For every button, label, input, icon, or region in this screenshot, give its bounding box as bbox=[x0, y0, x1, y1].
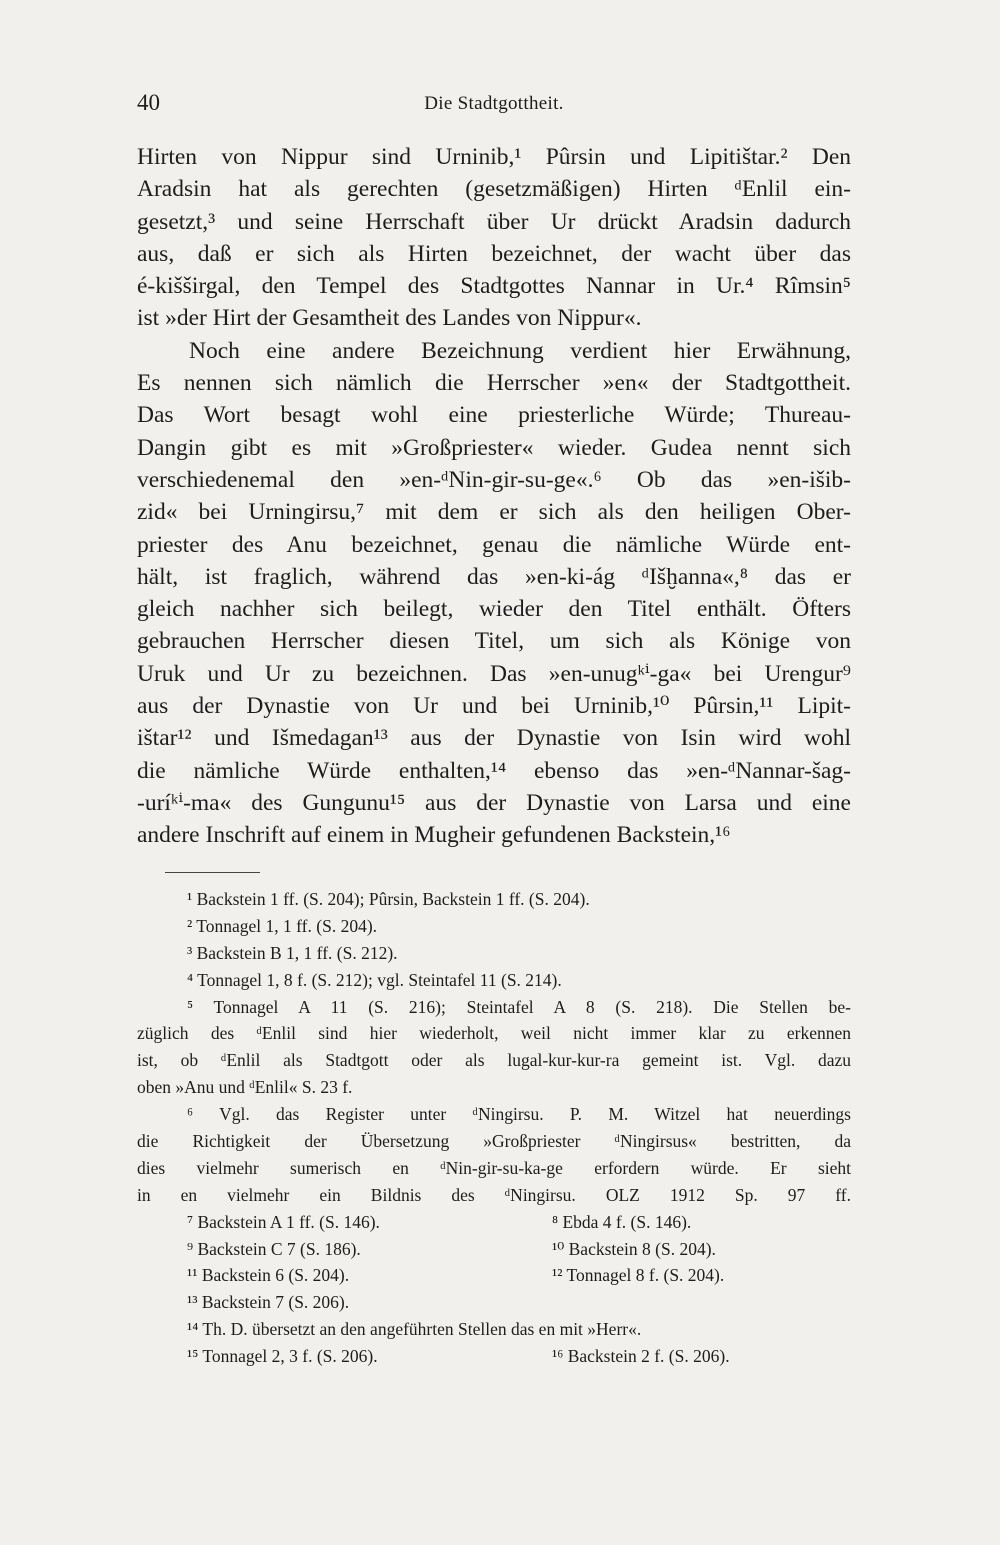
body-line: Das Wort besagt wohl eine priesterliche Würde; Thureau- bbox=[137, 402, 851, 429]
body-line: Aradsin hat als gerechten (gesetzmäßigen) Hirten ᵈEnlil ein- bbox=[137, 176, 851, 203]
footnote-left: ⁷ Backstein A 1 ff. (S. 146). bbox=[187, 1211, 380, 1232]
body-line: ištar¹² und Išmedagan¹³ aus der Dynastie von Isin wird wohl bbox=[137, 725, 851, 752]
footnote-left: ¹⁵ Tonnagel 2, 3 f. (S. 206). bbox=[187, 1346, 378, 1367]
footnotes bbox=[137, 886, 851, 1370]
footnote-row bbox=[137, 1236, 851, 1263]
footnote-right: ¹⁰ Backstein 8 (S. 204). bbox=[552, 1238, 716, 1259]
footnote-left: ⁹ Backstein C 7 (S. 186). bbox=[187, 1238, 361, 1259]
page-header bbox=[137, 90, 851, 120]
footnote-line: ⁴ Tonnagel 1, 8 f. (S. 212); vgl. Steintafel 11 (S. 214). bbox=[187, 969, 562, 990]
footnote-line: ² Tonnagel 1, 1 ff. (S. 204). bbox=[187, 915, 378, 936]
body-line: aus der Dynastie von Ur und bei Urninib,¹⁰ Pûrsin,¹¹ Lipit- bbox=[137, 693, 851, 720]
footnote-line: ist, ob ᵈEnlil als Stadtgott oder als lugal-kur-kur-ra gemeint ist. Vgl. dazu bbox=[137, 1050, 851, 1071]
body-line: die nämliche Würde enthalten,¹⁴ ebenso das »en-ᵈNannar-šag- bbox=[137, 757, 851, 784]
body-line: zid« bei Urningirsu,⁷ mit dem er sich als den heiligen Ober- bbox=[137, 499, 851, 526]
footnote-line: die Richtigkeit der Übersetzung »Großpriester ᵈNingirsus« bestritten, da bbox=[137, 1131, 851, 1152]
body-line: Noch eine andere Bezeichnung verdient hier Erwähnung, bbox=[189, 337, 851, 364]
body-line: gesetzt,³ und seine Herrschaft über Ur drückt Aradsin dadurch bbox=[137, 208, 851, 235]
footnote-row bbox=[137, 1289, 851, 1316]
body-line: -uríᵏⁱ-ma« des Gungunu¹⁵ aus der Dynastie von Larsa und eine bbox=[137, 789, 851, 816]
body-line: Es nennen sich nämlich die Herrscher »en« der Stadtgottheit. bbox=[137, 370, 851, 397]
footnote-row bbox=[137, 1316, 851, 1343]
body-line: priester des Anu bezeichnet, genau die nämliche Würde ent- bbox=[137, 531, 851, 558]
footnote-row bbox=[137, 1262, 851, 1289]
footnote-line: ¹ Backstein 1 ff. (S. 204); Pûrsin, Backstein 1 ff. (S. 204). bbox=[187, 889, 590, 909]
footnote-rule bbox=[165, 872, 260, 873]
body-line: verschiedenemal den »en-ᵈNin-gir-su-ge«.⁶ Ob das »en-išib- bbox=[137, 466, 851, 493]
footnote-line: ⁶ Vgl. das Register unter ᵈNingirsu. P. M. Witzel hat neuerdings bbox=[187, 1104, 851, 1125]
footnote-line: in en vielmehr ein Bildnis des ᵈNingirsu. OLZ 1912 Sp. 97 ff. bbox=[137, 1184, 851, 1205]
footnote-line: dies vielmehr sumerisch en ᵈNin-gir-su-ka-ge erfordern würde. Er sieht bbox=[137, 1157, 851, 1178]
footnote-row bbox=[137, 1209, 851, 1236]
footnote-right: ¹⁶ Backstein 2 f. (S. 206). bbox=[552, 1346, 730, 1367]
body-line: gebrauchen Herrscher diesen Titel, um sich als Könige von bbox=[137, 628, 851, 655]
footnote-left: ¹³ Backstein 7 (S. 206). bbox=[187, 1292, 350, 1313]
body-line: gleich nachher sich beilegt, wieder den Titel enthält. Öfters bbox=[137, 596, 851, 623]
footnote-left: ¹¹ Backstein 6 (S. 204). bbox=[187, 1265, 350, 1286]
footnote-line: oben »Anu und ᵈEnlil« S. 23 f. bbox=[137, 1077, 353, 1098]
body-line: ist »der Hirt der Gesamtheit des Landes von Nippur«. bbox=[137, 305, 642, 332]
body-line: andere Inschrift auf einem in Mugheir gefundenen Backstein,¹⁶ bbox=[137, 822, 731, 849]
body-line: Uruk und Ur zu bezeichnen. Das »en-unugᵏⁱ-ga« bei Urengur⁹ bbox=[137, 660, 851, 687]
footnote-right: ¹² Tonnagel 8 f. (S. 204). bbox=[552, 1265, 725, 1286]
running-title: Die Stadtgottheit. bbox=[424, 93, 564, 114]
body-line: é-kišširgal, den Tempel des Stadtgottes Nannar in Ur.⁴ Rîmsin⁵ bbox=[137, 273, 851, 300]
footnote-line: züglich des ᵈEnlil sind hier wiederholt, weil nicht immer klar zu erkennen bbox=[137, 1023, 851, 1044]
page-number: 40 bbox=[137, 90, 160, 115]
body-line: aus, daß er sich als Hirten bezeichnet, der wacht über das bbox=[137, 240, 851, 267]
body-line: hält, ist fraglich, während das »en-ki-ág ᵈIšḫanna«,⁸ das er bbox=[137, 563, 851, 590]
footnote-line: ⁵ Tonnagel A 11 (S. 216); Steintafel A 8 (S. 218). Die Stellen be- bbox=[187, 996, 851, 1017]
footnote-left: ¹⁴ Th. D. übersetzt an den angeführten Stellen das en mit »Herr«. bbox=[187, 1319, 642, 1340]
footnote-row bbox=[137, 1343, 851, 1370]
body-line: Hirten von Nippur sind Urninib,¹ Pûrsin und Lipitištar.² Den bbox=[137, 144, 851, 170]
footnote-line: ³ Backstein B 1, 1 ff. (S. 212). bbox=[187, 942, 398, 963]
main-text bbox=[137, 141, 851, 852]
footnote-right: ⁸ Ebda 4 f. (S. 146). bbox=[552, 1211, 692, 1232]
body-line: Dangin gibt es mit »Großpriester« wieder. Gudea nennt sich bbox=[137, 434, 851, 461]
